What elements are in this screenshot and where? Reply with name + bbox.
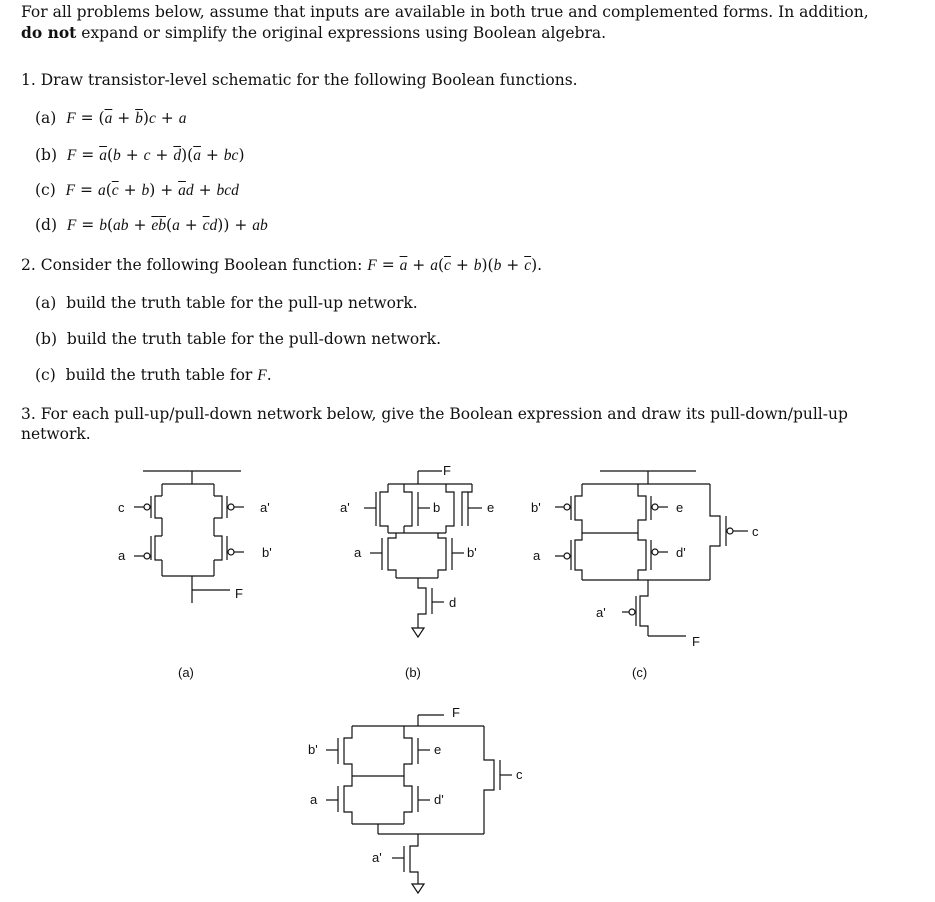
diagram-c-caption: (c) bbox=[632, 665, 648, 680]
diagram-c-label-a-prime: a' bbox=[596, 605, 606, 620]
problem1-part-d: (d) $F = b(ab + \overline{e}\overline{b}(a + \overline{c}d))$ + ab bbox=[35, 216, 268, 234]
diagram-d bbox=[326, 715, 512, 893]
intro-line-1: For all problems below, assume that inputs are available in both true and complemented forms. In addition, bbox=[21, 3, 869, 21]
diagram-b-label-e: e bbox=[487, 500, 495, 515]
diagram-d-label-c: c bbox=[516, 767, 523, 782]
problem3-heading: 3. For each pull-up/pull-down network below, give the Boolean expression and draw its pull-down/pull-up network. bbox=[21, 405, 848, 443]
diagram-c bbox=[555, 471, 748, 636]
diagram-b-label-d: d bbox=[449, 595, 457, 610]
part-label: (a) bbox=[35, 109, 57, 127]
diagram-a-caption: (a) bbox=[178, 665, 194, 680]
diagram-d-label-b-prime: b' bbox=[308, 742, 318, 757]
diagram-a-label-a: a bbox=[118, 548, 126, 563]
diagram-c-label-b-prime: b' bbox=[531, 500, 541, 515]
intro-line-2-rest: expand or simplify the original expressions using Boolean algebra. bbox=[76, 24, 607, 42]
problem1-heading: 1. Draw transistor-level schematic for the following Boolean functions. bbox=[21, 71, 578, 89]
diagram-d-label-a: a bbox=[310, 792, 318, 807]
diagram-a-label-a-prime: a' bbox=[260, 500, 270, 515]
diagram-d-label-f: F bbox=[452, 705, 460, 720]
problem2-part-c: (c) build the truth table for F. bbox=[35, 366, 272, 384]
problem2-heading-text: 2. Consider the following Boolean function: bbox=[21, 256, 363, 274]
diagram-c-label-e: e bbox=[676, 500, 684, 515]
part-label: (b) bbox=[35, 330, 58, 348]
expression-1d: F bbox=[66, 217, 77, 234]
diagram-c-label-d-prime: d' bbox=[676, 545, 686, 560]
part-text: build the truth table for bbox=[65, 366, 253, 384]
diagram-a bbox=[134, 471, 244, 603]
intro-bold: do not bbox=[21, 23, 77, 42]
diagram-c-label-a: a bbox=[533, 548, 541, 563]
diagram-a-label-b-prime: b' bbox=[262, 545, 272, 560]
diagram-c-label-f: F bbox=[692, 634, 700, 649]
problem1-part-c: (c) $F = a(\overline{c} + b) + \overline{a}d$ + bcd bbox=[35, 181, 239, 199]
diagram-d-label-a-prime: a' bbox=[372, 850, 382, 865]
part-label: (a) bbox=[35, 294, 57, 312]
expression-1c: F bbox=[65, 182, 76, 199]
diagram-d-label-e: e bbox=[434, 742, 442, 757]
part-label: (b) bbox=[35, 146, 58, 164]
part-label: (d) bbox=[35, 216, 58, 234]
part-text: build the truth table for the pull-down network. bbox=[66, 330, 441, 348]
diagram-d-label-d-prime: d' bbox=[434, 792, 444, 807]
diagram-a-label-c: c bbox=[118, 500, 125, 515]
diagram-b-label-a: a bbox=[354, 545, 362, 560]
diagram-b-label-a-prime: a' bbox=[340, 500, 350, 515]
diagram-b-label-b-prime: b' bbox=[467, 545, 477, 560]
diagram-c-label-c: c bbox=[752, 524, 759, 539]
part-label: (c) bbox=[35, 366, 56, 384]
diagram-b-label-f: F bbox=[443, 463, 451, 478]
problem1-part-b: (b) $F = \overline{a}(b + c + \overline{d})(\overline{a} + bc)$ bbox=[35, 146, 245, 164]
diagram-b-label-b: b bbox=[433, 500, 441, 515]
problem2-heading: 2. Consider the following Boolean function: $F = \overline{a} + a(\overline{c} + b)(b + \overline{c})$. bbox=[21, 256, 543, 274]
expression-1a: F bbox=[66, 110, 76, 127]
part-label: (c) bbox=[35, 181, 56, 199]
diagram-b-caption: (b) bbox=[405, 665, 421, 680]
problem1-part-a: (a) $F = (\overline{a} + \overline{b})c + a$ bbox=[35, 109, 187, 127]
diagram-b bbox=[364, 471, 482, 637]
part-text: build the truth table for the pull-up network. bbox=[66, 294, 418, 312]
expression-1b: F bbox=[66, 147, 77, 164]
diagram-a-label-f: F bbox=[235, 586, 243, 601]
